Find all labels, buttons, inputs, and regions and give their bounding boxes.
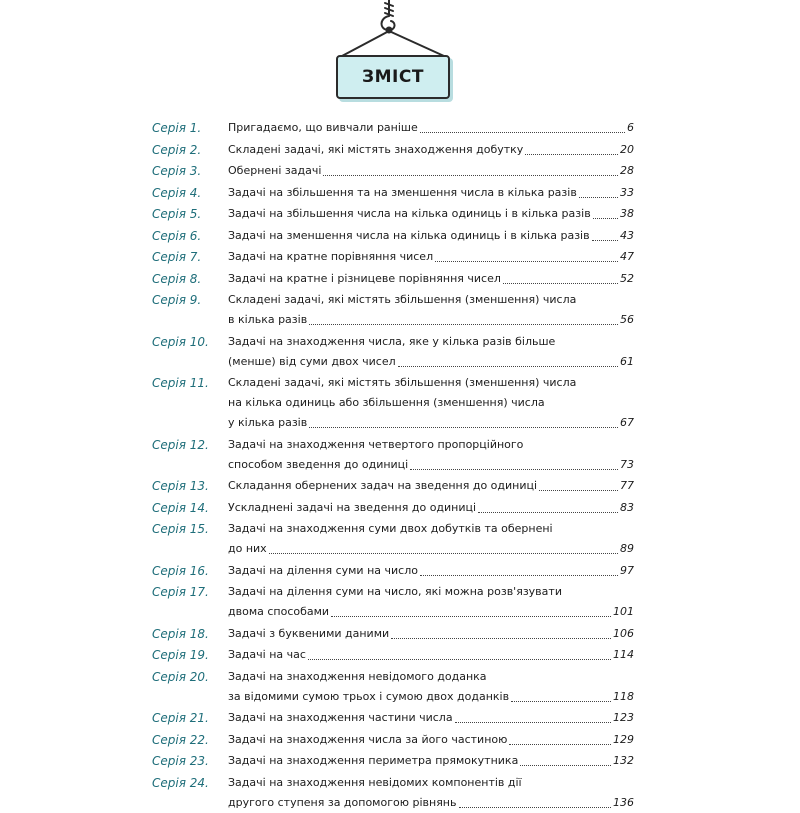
entry-title: Обернені задачі bbox=[228, 164, 322, 177]
series-label: Серія 15. bbox=[152, 522, 209, 536]
toc-entry bbox=[152, 332, 634, 372]
series-label: Серія 17. bbox=[152, 585, 209, 599]
series-label: Серія 21. bbox=[152, 711, 209, 725]
entry-title: Складені задачі, які містять збільшення (зменшення) числа bbox=[228, 293, 577, 306]
entry-title: Задачі на ділення суми на число, які можна розв'язувати bbox=[228, 585, 562, 598]
page-number: 33 bbox=[620, 185, 634, 199]
entry-title: (менше) від суми двох чисел bbox=[228, 354, 396, 368]
toc-entry bbox=[152, 435, 634, 475]
dot-leader bbox=[503, 283, 618, 284]
dot-leader bbox=[410, 469, 618, 470]
page-number: 77 bbox=[620, 479, 634, 492]
entry-title: Задачі на знаходження частини числа bbox=[228, 711, 453, 724]
page-number: 6 bbox=[627, 121, 634, 134]
series-label: Серія 13. bbox=[152, 479, 209, 493]
toc-entry bbox=[152, 476, 634, 496]
series-label: Серія 11. bbox=[152, 376, 209, 390]
entry-title: Складені задачі, які містять знаходження добутку bbox=[228, 142, 524, 156]
toc-entry bbox=[152, 645, 634, 665]
entry-title: на кілька одиниць або збільшення (зменшення) числа bbox=[228, 396, 545, 409]
page-number: 114 bbox=[613, 648, 634, 661]
series-label: Серія 3. bbox=[152, 164, 202, 178]
series-label: Серія 2. bbox=[152, 142, 202, 157]
dot-leader bbox=[511, 701, 611, 702]
toc-entry bbox=[152, 140, 634, 160]
series-label: Серія 7. bbox=[152, 250, 202, 264]
entry-title: за відомими сумою трьох і сумою двох доданків bbox=[228, 689, 510, 703]
entry-title: Задачі на збільшення числа на кілька одиниць і в кілька разів bbox=[228, 207, 591, 220]
page-number: 129 bbox=[613, 732, 634, 746]
page-number: 83 bbox=[620, 500, 634, 514]
dot-leader bbox=[478, 512, 618, 513]
dot-leader bbox=[308, 659, 611, 660]
page-number: 56 bbox=[620, 313, 634, 326]
series-label: Серія 10. bbox=[152, 334, 209, 349]
toc-entry bbox=[152, 667, 634, 707]
toc-entry bbox=[152, 183, 634, 203]
toc-entry bbox=[152, 730, 634, 750]
toc-entry bbox=[152, 204, 634, 224]
toc-entry bbox=[152, 751, 634, 771]
dot-leader bbox=[309, 427, 618, 428]
entry-title: Задачі з буквеними даними bbox=[228, 626, 390, 640]
series-label: Серія 1. bbox=[152, 121, 202, 135]
toc-entry bbox=[152, 708, 634, 728]
series-label: Серія 23. bbox=[152, 754, 209, 768]
dot-leader bbox=[435, 261, 618, 262]
entry-title: Ускладнені задачі на зведення до одиниці bbox=[228, 500, 477, 514]
entry-title: у кілька разів bbox=[228, 416, 308, 429]
entry-title: двома способами bbox=[228, 605, 330, 618]
dot-leader bbox=[520, 765, 611, 766]
page-number: 97 bbox=[620, 563, 634, 577]
toc-entry bbox=[152, 773, 634, 813]
dot-leader bbox=[391, 638, 611, 639]
toc-entry bbox=[152, 226, 634, 246]
entry-title: Задачі на знаходження четвертого пропорційного bbox=[228, 437, 524, 451]
entry-title: Задачі на час bbox=[228, 648, 306, 661]
entry-title: Задачі на ділення суми на число bbox=[228, 563, 418, 577]
entry-title: Складання обернених задач на зведення до одиниці bbox=[228, 479, 538, 492]
entry-title: Задачі на знаходження невідомих компонентів дії bbox=[228, 775, 522, 789]
dot-leader bbox=[420, 575, 618, 576]
dot-leader bbox=[509, 744, 611, 745]
entry-title: Складені задачі, які містять збільшення (зменшення) числа bbox=[228, 376, 577, 389]
dot-leader bbox=[525, 154, 618, 155]
toc-entry bbox=[152, 161, 634, 181]
page-number: 67 bbox=[620, 416, 634, 429]
dot-leader bbox=[592, 240, 618, 241]
page-number: 118 bbox=[613, 689, 634, 703]
series-label: Серія 16. bbox=[152, 563, 209, 578]
series-label: Серія 4. bbox=[152, 185, 202, 200]
page-number: 101 bbox=[613, 605, 634, 618]
dot-leader bbox=[593, 218, 618, 219]
series-label: Серія 5. bbox=[152, 207, 202, 221]
series-label: Серія 24. bbox=[152, 775, 209, 790]
table-of-contents bbox=[152, 118, 634, 813]
series-label: Серія 8. bbox=[152, 271, 202, 286]
toc-entry bbox=[152, 118, 634, 138]
entry-title: Задачі на знаходження суми двох добутків та обернені bbox=[228, 522, 553, 535]
series-label: Серія 6. bbox=[152, 228, 202, 243]
toc-entry bbox=[152, 519, 634, 559]
page-number: 89 bbox=[620, 542, 634, 555]
entry-title: Пригадаємо, що вивчали раніше bbox=[228, 121, 418, 134]
toc-entry bbox=[152, 498, 634, 518]
page-number: 73 bbox=[620, 457, 634, 471]
dot-leader bbox=[455, 722, 611, 723]
dot-leader bbox=[398, 366, 618, 367]
toc-entry bbox=[152, 290, 634, 330]
series-label: Серія 14. bbox=[152, 500, 209, 515]
dot-leader bbox=[539, 490, 618, 491]
page-number: 43 bbox=[620, 228, 634, 242]
toc-entry bbox=[152, 624, 634, 644]
dot-leader bbox=[459, 807, 612, 808]
dot-leader bbox=[331, 616, 611, 617]
dot-leader bbox=[309, 324, 618, 325]
page-number: 38 bbox=[620, 207, 634, 220]
entry-title: Задачі на зменшення числа на кілька одиниць і в кілька разів bbox=[228, 228, 590, 242]
entry-title: другого ступеня за допомогою рівнянь bbox=[228, 795, 457, 809]
page-number: 123 bbox=[613, 711, 634, 724]
entry-title: Задачі на знаходження числа, яке у кілька разів більше bbox=[228, 334, 556, 348]
dot-leader bbox=[323, 175, 618, 176]
toc-entry bbox=[152, 269, 634, 289]
page-number: 106 bbox=[613, 626, 634, 640]
entry-title: до них bbox=[228, 542, 267, 555]
toc-entry bbox=[152, 247, 634, 267]
toc-entry bbox=[152, 561, 634, 581]
dot-leader bbox=[269, 553, 618, 554]
page-number: 47 bbox=[620, 250, 634, 263]
page-number: 52 bbox=[620, 271, 634, 285]
dot-leader bbox=[579, 197, 618, 198]
entry-title: в кілька разів bbox=[228, 313, 308, 326]
page-number: 28 bbox=[620, 164, 634, 177]
entry-title: Задачі на знаходження периметра прямокутника bbox=[228, 754, 519, 767]
entry-title: Задачі на знаходження невідомого доданка bbox=[228, 669, 487, 683]
toc-entry bbox=[152, 582, 634, 622]
series-label: Серія 18. bbox=[152, 626, 209, 641]
toc-entry bbox=[152, 373, 634, 433]
page-number: 132 bbox=[613, 754, 634, 767]
series-label: Серія 12. bbox=[152, 437, 209, 452]
page-number: 20 bbox=[620, 142, 634, 156]
entry-title: Задачі на збільшення та на зменшення числа в кілька разів bbox=[228, 185, 577, 199]
series-label: Серія 9. bbox=[152, 293, 202, 307]
page-number: 61 bbox=[620, 354, 634, 368]
series-label: Серія 22. bbox=[152, 732, 209, 747]
entry-title: Задачі на кратне і різницеве порівняння чисел bbox=[228, 271, 501, 285]
series-label: Серія 19. bbox=[152, 648, 209, 662]
dot-leader bbox=[420, 132, 625, 133]
page-number: 136 bbox=[613, 795, 634, 809]
entry-title: Задачі на кратне порівняння чисел bbox=[228, 250, 434, 263]
contents-heading: ЗМІСТ bbox=[336, 55, 450, 99]
series-label: Серія 20. bbox=[152, 669, 209, 684]
entry-title: Задачі на знаходження числа за його частиною bbox=[228, 732, 508, 746]
entry-title: способом зведення до одиниці bbox=[228, 457, 409, 471]
